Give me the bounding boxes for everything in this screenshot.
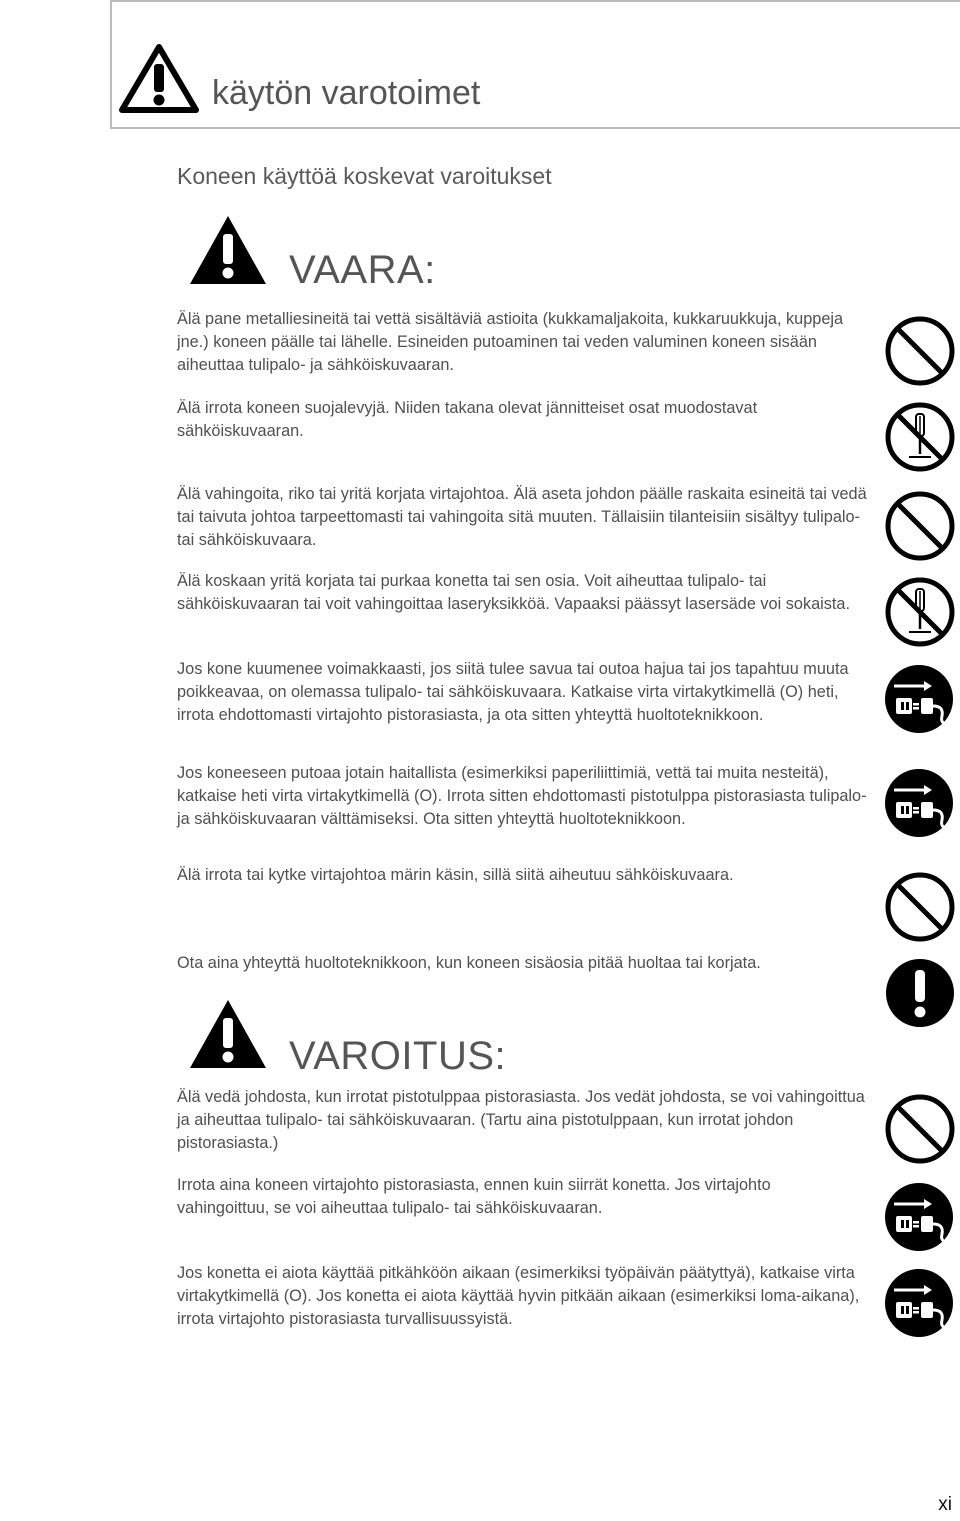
- unplug-icon: [884, 768, 954, 838]
- danger-paragraph-2: Älä irrota koneen suojalevyjä. Niiden takana olevat jännitteiset osat muodostavat sähköiskuvaaran.: [177, 399, 758, 440]
- prohibition-icon: [885, 1094, 955, 1164]
- prohibition-icon: [885, 872, 955, 942]
- unplug-icon: [884, 1182, 954, 1252]
- danger-triangle-icon: [186, 212, 270, 288]
- warning-triangle-icon: [186, 996, 270, 1072]
- warning-paragraph-3: Jos konetta ei aiota käyttää pitkähköön aikaan (esimerkiksi työpäivän päätyttyä), katkaise virta virtakytkimellä (O). Jos konetta ei aiota käyttää hyvin pitkään aikaan (esimerkiksi loma-aikana), irrota virtajohto pistorasiasta turvallisuussyistä.: [177, 1264, 860, 1328]
- danger-paragraph-6: Jos koneeseen putoaa jotain haitallista (esimerkiksi paperiliittimiä, vettä tai muita nesteitä), katkaise heti virta virtakytkimellä (O). Irrota sitten ehdottomasti pistotulppa pistorasiasta tulipalo- ja sähköiskuvaaran välttämiseksi. Ota sitten yhteyttä huoltoteknikkoon.: [177, 764, 867, 828]
- unplug-icon: [884, 664, 954, 734]
- prohibition-icon: [885, 491, 955, 561]
- danger-paragraph-5: Jos kone kuumenee voimakkaasti, jos siitä tulee savua tai outoa hajua tai jos tapahtuu muuta poikkeavaa, on olemassa tulipalo- tai sähköiskuvaara. Katkaise virta virtakytkimellä (O) heti, irrota ehdottomasti virtajohto pistorasiasta, ja ota sitten yhteyttä huoltoteknikkoon.: [177, 660, 849, 724]
- danger-paragraph-4: Älä koskaan yritä korjata tai purkaa konetta tai sen osia. Voit aiheuttaa tulipalo- tai sähköiskuvaaran tai voit vahingoittaa laseryksikköä. Vapaaksi päässyt lasersäde voi sokaista.: [177, 572, 851, 613]
- title-rule: [110, 127, 960, 129]
- left-rule: [110, 0, 112, 129]
- page-number: xi: [938, 1494, 952, 1515]
- danger-paragraph-8: Ota aina yhteyttä huoltoteknikkoon, kun koneen sisäosia pitää huoltaa tai korjata.: [177, 954, 761, 972]
- section-heading: Koneen käyttöä koskevat varoitukset: [177, 163, 552, 189]
- prohibition-icon: [885, 316, 955, 386]
- no-disassembly-icon: [885, 577, 955, 647]
- warning-paragraph-1: Älä vedä johdosta, kun irrotat pistotulppaa pistorasiasta. Jos vedät johdosta, se voi vahingoittua ja aiheuttaa tulipalo- tai sähköiskuvaaran. (Tartu aina pistotulppaan, kun irrotat johdon pistorasiasta.): [177, 1088, 865, 1152]
- danger-label: VAARA:: [289, 248, 436, 292]
- top-rule: [110, 0, 960, 2]
- danger-paragraph-1: Älä pane metalliesineitä tai vettä sisältäviä astioita (kukkamaljakoita, kukkaruukkuja, kuppeja jne.) koneen päälle tai lähelle. Esineiden putoaminen tai veden valuminen koneen sisään aiheuttaa tulipalo- ja sähköiskuvaaran.: [177, 310, 844, 374]
- no-disassembly-icon: [885, 402, 955, 472]
- caution-triangle-icon: [118, 42, 200, 114]
- danger-paragraph-3: Älä vahingoita, riko tai yritä korjata virtajohtoa. Älä aseta johdon päälle raskaita esineitä tai vedä tai taivuta johtoa tarpeettomasti tai vahingoita sitä muuten. Tällaisiin tilanteisiin sisältyy tulipalo- tai sähköiskuvaara.: [177, 485, 867, 549]
- mandatory-icon: [885, 958, 955, 1028]
- warning-label: VAROITUS:: [289, 1034, 507, 1078]
- unplug-icon: [884, 1268, 954, 1338]
- page-title: käytön varotoimet: [212, 74, 481, 112]
- danger-paragraph-7: Älä irrota tai kytke virtajohtoa märin käsin, sillä siitä aiheutuu sähköiskuvaara.: [177, 866, 734, 884]
- warning-paragraph-2: Irrota aina koneen virtajohto pistorasiasta, ennen kuin siirrät konetta. Jos virtajohto vahingoittuu, se voi aiheuttaa tulipalo- tai sähköiskuvaaran.: [177, 1176, 771, 1217]
